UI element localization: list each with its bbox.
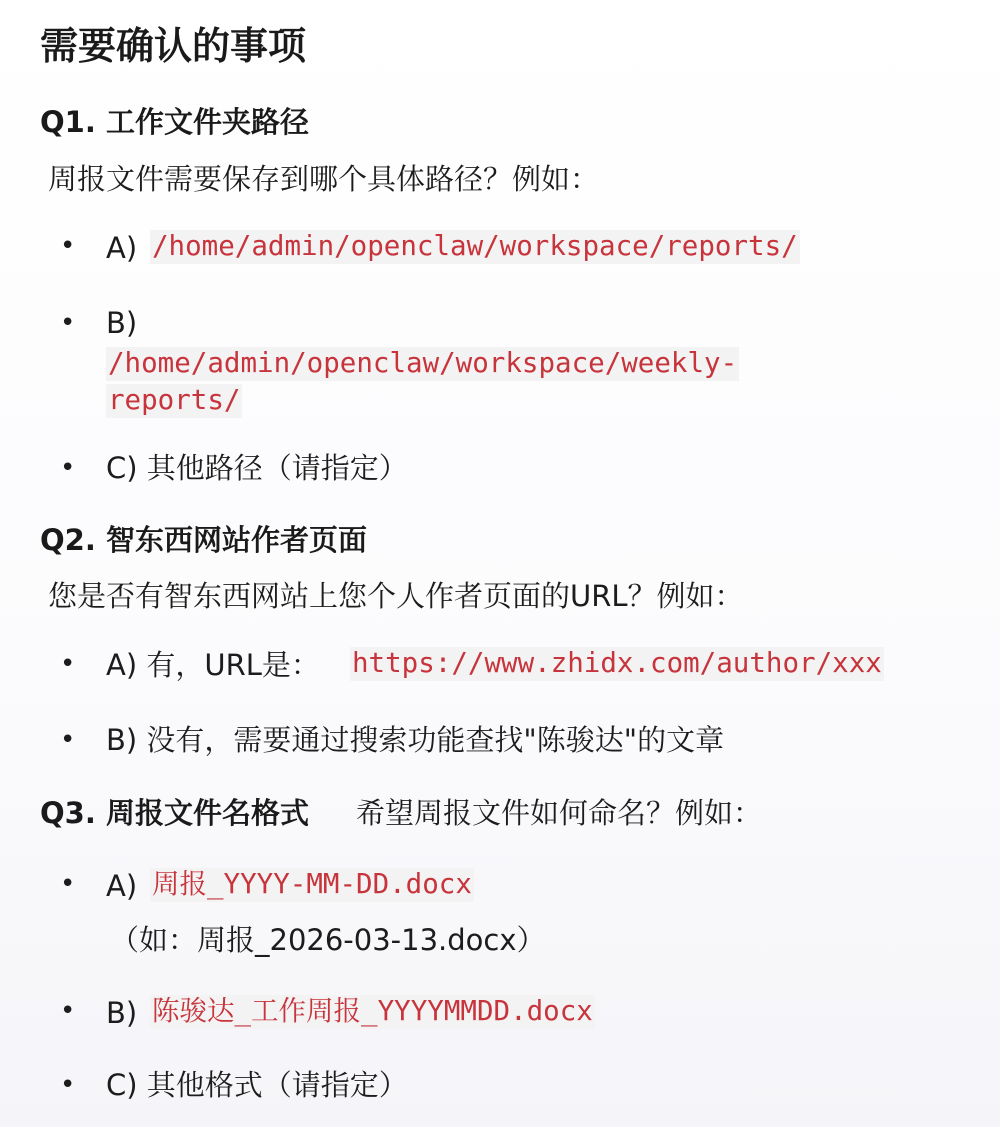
q1-option-a-label: A) [106, 231, 138, 265]
bullet-icon: • [60, 231, 76, 261]
q2-title: Q2. 智东西网站作者页面 [40, 523, 367, 557]
q2-option-a-label: A) 有，URL是： [106, 648, 320, 682]
q1-option-b-label: B) [106, 306, 138, 340]
q2-option-a-url: https://www.zhidx.com/author/xxx [352, 647, 882, 679]
bullet-icon: • [60, 308, 76, 338]
bullet-icon: • [60, 1070, 76, 1100]
q3-option-a-label: A) [106, 869, 138, 903]
q2-option-b: B) 没有，需要通过搜索功能查找"陈骏达"的文章 [106, 723, 725, 757]
q1-option-b-path-line2: reports/ [108, 384, 241, 416]
q3-option-a-filename: 周报_YYYY-MM-DD.docx [152, 868, 472, 900]
q1-option-a-path: /home/admin/openclaw/workspace/reports/ [152, 230, 798, 262]
q1-option-b-path-line1: /home/admin/openclaw/workspace/weekly- [108, 347, 738, 379]
bullet-icon: • [60, 996, 76, 1026]
bullet-icon: • [60, 725, 76, 755]
q3-option-c: C) 其他格式（请指定） [106, 1068, 408, 1102]
page-title: 需要确认的事项 [40, 24, 307, 68]
q1-description: 周报文件需要保存到哪个具体路径？例如： [48, 162, 600, 196]
q1-title: Q1. 工作文件夹路径 [40, 105, 309, 139]
q3-option-b-label: B) [106, 996, 138, 1030]
bullet-icon: • [60, 869, 76, 899]
q3-option-a-example: （如：周报_2026-03-13.docx） [110, 923, 546, 957]
q3-title: Q3. 周报文件名格式 [40, 796, 309, 830]
q1-option-c: C) 其他路径（请指定） [106, 451, 408, 485]
bullet-icon: • [60, 649, 76, 679]
bullet-icon: • [60, 453, 76, 483]
q3-option-b-filename: 陈骏达_工作周报_YYYYMMDD.docx [152, 995, 593, 1027]
q2-description: 您是否有智东西网站上您个人作者页面的URL？例如： [48, 579, 744, 613]
q3-description: 希望周报文件如何命名？例如： [356, 796, 763, 830]
